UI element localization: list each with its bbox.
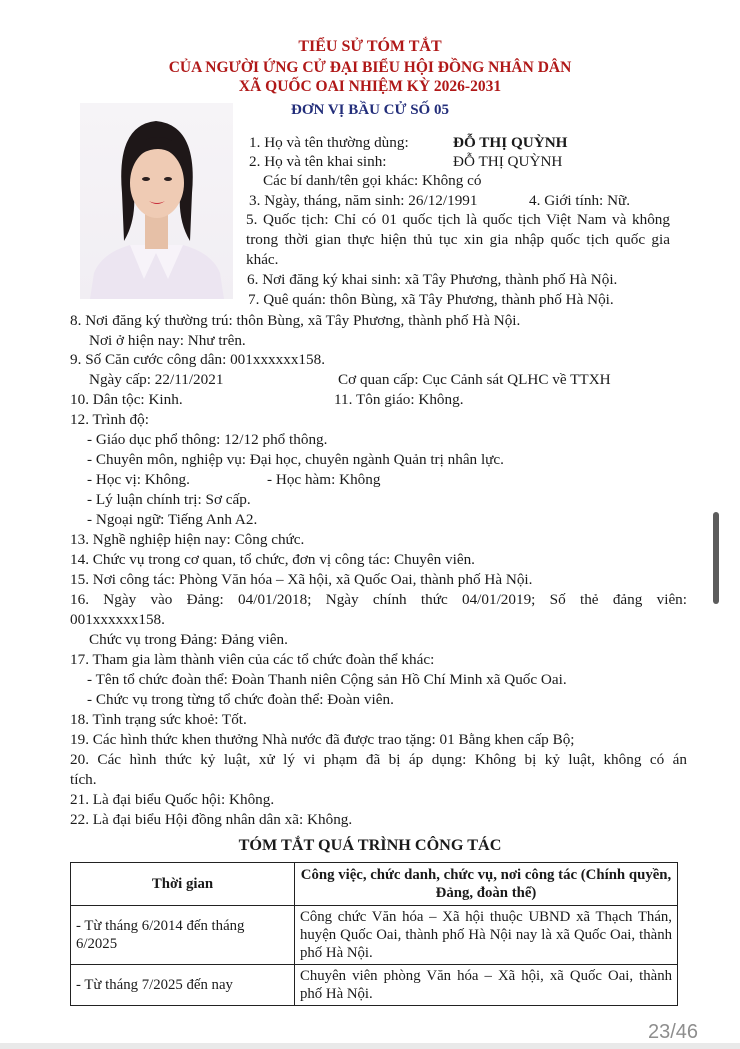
field-general-education: - Giáo dục phổ thông: 12/12 phổ thông. (87, 431, 328, 448)
work-history-title: TÓM TẮT QUÁ TRÌNH CÔNG TÁC (238, 836, 502, 854)
field-organization-position: - Chức vụ trong từng tổ chức đoàn thể: Đoàn viên. (87, 691, 394, 708)
row-description: Công chức Văn hóa – Xã hội thuộc UBND xã Thạch Thán, huyện Quốc Oai, thành phố Hà Nội nay là xã Quốc Oai, thành phố Hà Nội. (295, 906, 678, 965)
column-header-time: Thời gian (71, 863, 295, 906)
field-nationality-line2: trong thời gian thực hiện thủ tục xin gia nhập quốc tịch quốc gia (246, 231, 670, 248)
field-permanent-residence: 8. Nơi đăng ký thường trú: thôn Bùng, xã Tây Phương, thành phố Hà Nội. (70, 312, 521, 329)
portrait-illustration (80, 103, 233, 299)
viewer-bottom-bar (0, 1043, 740, 1049)
field-commune-council: 22. Là đại biểu Hội đồng nhân dân xã: Không. (70, 811, 353, 828)
vertical-scrollbar[interactable] (713, 512, 719, 604)
table-row (71, 965, 678, 1006)
field-party-card: 001xxxxxx158. (70, 611, 165, 628)
field-nationality-line1: 5. Quốc tịch: Chỉ có 01 quốc tịch là quốc tịch Việt Nam và không (246, 211, 670, 228)
field-dob: 3. Ngày, tháng, năm sinh: 26/12/1991 (249, 192, 478, 209)
column-header-role: Công việc, chức danh, chức vụ, nơi công tác (Chính quyền, Đảng, đoàn thể) (295, 863, 678, 906)
field-discipline-line1: 20. Các hình thức kỷ luật, xử lý vi phạm đã bị áp dụng: Không bị kỷ luật, không có án (70, 751, 687, 768)
page-indicator: 23/46 (648, 1021, 699, 1043)
field-occupation: 13. Nghề nghiệp hiện nay: Công chức. (70, 531, 305, 548)
field-academic-degree: - Học vị: Không. (87, 471, 190, 488)
field-workplace: 15. Nơi công tác: Phòng Văn hóa – Xã hội, xã Quốc Oai, thành phố Hà Nội. (70, 571, 533, 588)
field-awards: 19. Các hình thức khen thưởng Nhà nước đã được trao tặng: 01 Bằng khen cấp Bộ; (70, 731, 575, 748)
field-nationality-line3: khác. (246, 251, 279, 268)
table-row (71, 906, 678, 965)
field-current-residence: Nơi ở hiện nay: Như trên. (89, 332, 246, 349)
field-common-name-label: 1. Họ và tên thường dùng: (249, 134, 409, 151)
field-id-issue-date: Ngày cấp: 22/11/2021 (89, 371, 224, 388)
doc-title: TIỂU SỬ TÓM TẮT (298, 38, 442, 55)
field-party-membership: 16. Ngày vào Đảng: 04/01/2018; Ngày chính thức 04/01/2019; Số thẻ đảng viên: (70, 591, 687, 608)
field-birth-name-label: 2. Họ và tên khai sinh: (249, 153, 387, 170)
field-religion: 11. Tôn giáo: Không. (334, 391, 464, 408)
row-time: - Từ tháng 6/2014 đến tháng 6/2025 (71, 906, 295, 965)
field-organizations-heading: 17. Tham gia làm thành viên của các tổ chức đoàn thể khác: (70, 651, 435, 668)
row-description: Chuyên viên phòng Văn hóa – Xã hội, xã Quốc Oai, thành phố Hà Nội. (295, 965, 678, 1006)
field-discipline-line2: tích. (70, 771, 97, 788)
work-history-table (70, 862, 678, 1006)
doc-term: XÃ QUỐC OAI NHIỆM KỲ 2026-2031 (238, 78, 502, 95)
field-academic-title: - Học hàm: Không (267, 471, 381, 488)
field-common-name-value: ĐỖ THỊ QUỲNH (453, 134, 568, 151)
electoral-unit: ĐƠN VỊ BẦU CỬ SỐ 05 (291, 102, 449, 118)
field-birth-name-value: ĐỖ THỊ QUỲNH (453, 153, 563, 170)
field-alias: Các bí danh/tên gọi khác: Không có (263, 172, 482, 189)
field-education-heading: 12. Trình độ: (70, 411, 149, 428)
field-national-assembly: 21. Là đại biểu Quốc hội: Không. (70, 791, 275, 808)
field-id-issuing-agency: Cơ quan cấp: Cục Cảnh sát QLHC về TTXH (338, 371, 611, 388)
field-gender: 4. Giới tính: Nữ. (529, 192, 631, 209)
field-party-position: Chức vụ trong Đảng: Đảng viên. (89, 631, 288, 648)
doc-subtitle: CỦA NGƯỜI ỨNG CỬ ĐẠI BIỂU HỘI ĐỒNG NHÂN DÂN (168, 59, 572, 76)
table-header-row (71, 863, 678, 906)
row-time: - Từ tháng 7/2025 đến nay (71, 965, 295, 1006)
field-birth-registration: 6. Nơi đăng ký khai sinh: xã Tây Phương, thành phố Hà Nội. (247, 271, 618, 288)
field-ethnicity: 10. Dân tộc: Kinh. (70, 391, 183, 408)
field-health: 18. Tình trạng sức khoẻ: Tốt. (70, 711, 247, 728)
field-organization-name: - Tên tổ chức đoàn thể: Đoàn Thanh niên Cộng sản Hồ Chí Minh xã Quốc Oai. (87, 671, 567, 688)
field-political-theory: - Lý luận chính trị: Sơ cấp. (87, 491, 251, 508)
field-professional-qualification: - Chuyên môn, nghiệp vụ: Đại học, chuyên ngành Quản trị nhân lực. (87, 451, 504, 468)
candidate-portrait (80, 103, 233, 299)
field-position: 14. Chức vụ trong cơ quan, tổ chức, đơn vị công tác: Chuyên viên. (70, 551, 475, 568)
field-foreign-language: - Ngoại ngữ: Tiếng Anh A2. (87, 511, 258, 528)
field-citizen-id: 9. Số Căn cước công dân: 001xxxxxx158. (70, 351, 326, 368)
field-hometown: 7. Quê quán: thôn Bùng, xã Tây Phương, thành phố Hà Nội. (248, 291, 614, 308)
